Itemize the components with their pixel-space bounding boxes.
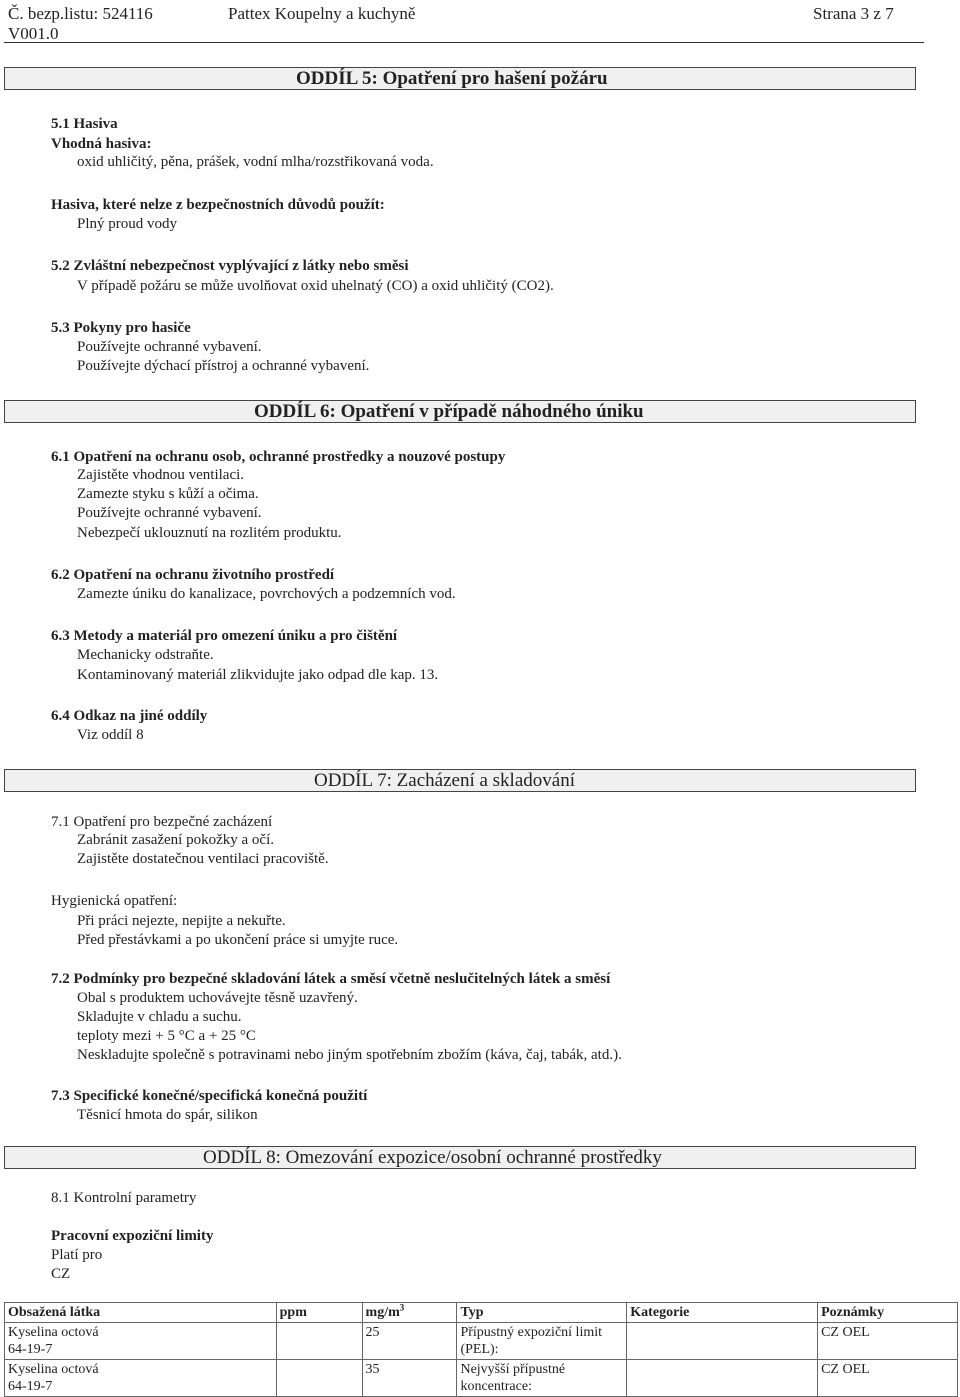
page-number: Strana 3 z 7: [813, 4, 894, 23]
col-substance: Obsažená látka: [5, 1303, 277, 1323]
hygiene-label: Hygienická opatření:: [51, 893, 178, 909]
col-mg: [362, 1303, 457, 1323]
col-ppm: ppm: [276, 1303, 362, 1323]
section-5-title: ODDÍL 5: Opatření pro hašení požáru: [296, 68, 608, 89]
cell-ppm: [276, 1360, 362, 1397]
header-divider: [4, 42, 924, 43]
s63-heading: 6.3 Metody a materiál pro omezení úniku a pro čištění: [51, 628, 398, 644]
s81-heading: 8.1 Kontrolní parametry: [51, 1190, 197, 1206]
s53-line: Používejte dýchací přístroj a ochranné vybavení.: [77, 358, 370, 374]
s51-heading: 5.1 Hasiva: [51, 116, 118, 132]
version: V001.0: [8, 24, 59, 43]
s53-line: Používejte ochranné vybavení.: [77, 339, 262, 355]
col-mg-base: mg/m: [365, 1305, 400, 1320]
cell-type: Nejvyšší přípustné koncentrace:: [457, 1360, 627, 1397]
s72-heading: 7.2 Podmínky pro bezpečné skladování látek a směsí včetně neslučitelných látek a směsí: [51, 971, 611, 987]
substance-cas: 64-19-7: [8, 1379, 53, 1394]
substance-name: Kyselina octová: [8, 1362, 99, 1377]
s62-text: Zamezte úniku do kanalizace, povrchových a podzemních vod.: [77, 586, 456, 602]
cell-notes: CZ OEL: [818, 1360, 958, 1397]
s51-unsuitable-text: Plný proud vody: [77, 216, 178, 232]
section-6-title: ODDÍL 6: Opatření v případě náhodného úniku: [254, 401, 644, 422]
s61-line: Nebezpečí uklouznutí na rozlitém produktu.: [77, 525, 342, 541]
s51-unsuitable-label: Hasiva, které nelze z bezpečnostních důvodů použít:: [51, 197, 385, 213]
s72-line: Skladujte v chladu a suchu.: [77, 1009, 242, 1025]
country-code: CZ: [51, 1266, 71, 1282]
s52-text: V případě požáru se může uvolňovat oxid uhelnatý (CO) a oxid uhličitý (CO2).: [77, 278, 554, 294]
s61-line: Zamezte styku s kůží a očima.: [77, 486, 259, 502]
table-row: [5, 1360, 958, 1397]
cell-substance: [5, 1323, 277, 1360]
s61-heading: 6.1 Opatření na ochranu osob, ochranné prostředky a nouzové postupy: [51, 449, 506, 465]
s73-heading: 7.3 Specifické konečné/specifická konečná použití: [51, 1088, 368, 1104]
section-8-title: ODDÍL 8: Omezování expozice/osobní ochranné prostředky: [203, 1147, 662, 1168]
s72-line: Obal s produktem uchovávejte těsně uzavřený.: [77, 990, 358, 1006]
cell-category: [627, 1360, 818, 1397]
s62-heading: 6.2 Opatření na ochranu životního prostředí: [51, 567, 335, 583]
s63-line: Mechanicky odstraňte.: [77, 647, 214, 663]
s71-heading: 7.1 Opatření pro bezpečné zacházení: [51, 814, 273, 830]
substance-name: Kyselina octová: [8, 1325, 99, 1340]
cell-substance: [5, 1360, 277, 1397]
s51-suitable-label: Vhodná hasiva:: [51, 136, 152, 152]
s73-text: Těsnicí hmota do spár, silikon: [77, 1107, 258, 1123]
section-7-title: ODDÍL 7: Zacházení a skladování: [314, 770, 575, 791]
s64-heading: 6.4 Odkaz na jiné oddíly: [51, 708, 208, 724]
cell-notes: CZ OEL: [818, 1323, 958, 1360]
cell-ppm: [276, 1323, 362, 1360]
s72-line: Neskladujte společně s potravinami nebo jiným spotřebním zbožím (káva, čaj, tabák, atd.).: [77, 1047, 622, 1063]
product-name: Pattex Koupelny a kuchyně: [228, 4, 416, 23]
s72-line: teploty mezi + 5 °C a + 25 °C: [77, 1028, 256, 1044]
col-category: Kategorie: [627, 1303, 818, 1323]
s63-line: Kontaminovaný materiál zlikvidujte jako odpad dle kap. 13.: [77, 667, 439, 683]
table-header-row: [5, 1303, 958, 1323]
s52-heading: 5.2 Zvláštní nebezpečnost vyplývající z látky nebo směsi: [51, 258, 409, 274]
s71-line: Zajistěte dostatečnou ventilaci pracoviště.: [77, 851, 329, 867]
s61-line: Zajistěte vhodnou ventilaci.: [77, 467, 245, 483]
s71-line: Zabránit zasažení pokožky a očí.: [77, 832, 274, 848]
valid-for-label: Platí pro: [51, 1247, 103, 1263]
exposure-limits-table: [4, 1302, 958, 1397]
sheet-number: Č. bezp.listu: 524116: [8, 4, 153, 23]
limits-heading: Pracovní expoziční limity: [51, 1228, 214, 1244]
cell-mg: 25: [362, 1323, 457, 1360]
hygiene-line: Před přestávkami a po ukončení práce si umyjte ruce.: [77, 932, 399, 948]
col-notes: Poznámky: [818, 1303, 958, 1323]
cell-type: Přípustný expoziční limit (PEL):: [457, 1323, 627, 1360]
cell-category: [627, 1323, 818, 1360]
substance-cas: 64-19-7: [8, 1342, 53, 1357]
table-row: [5, 1323, 958, 1360]
s53-heading: 5.3 Pokyny pro hasiče: [51, 320, 191, 336]
col-type: Typ: [457, 1303, 627, 1323]
s61-line: Používejte ochranné vybavení.: [77, 505, 262, 521]
cell-mg: 35: [362, 1360, 457, 1397]
s64-text: Viz oddíl 8: [77, 727, 144, 743]
s51-suitable-text: oxid uhličitý, pěna, prášek, vodní mlha/rozstřikovaná voda.: [77, 154, 434, 170]
col-mg-sup: 3: [399, 1302, 405, 1313]
hygiene-line: Při práci nejezte, nepijte a nekuřte.: [77, 913, 286, 929]
